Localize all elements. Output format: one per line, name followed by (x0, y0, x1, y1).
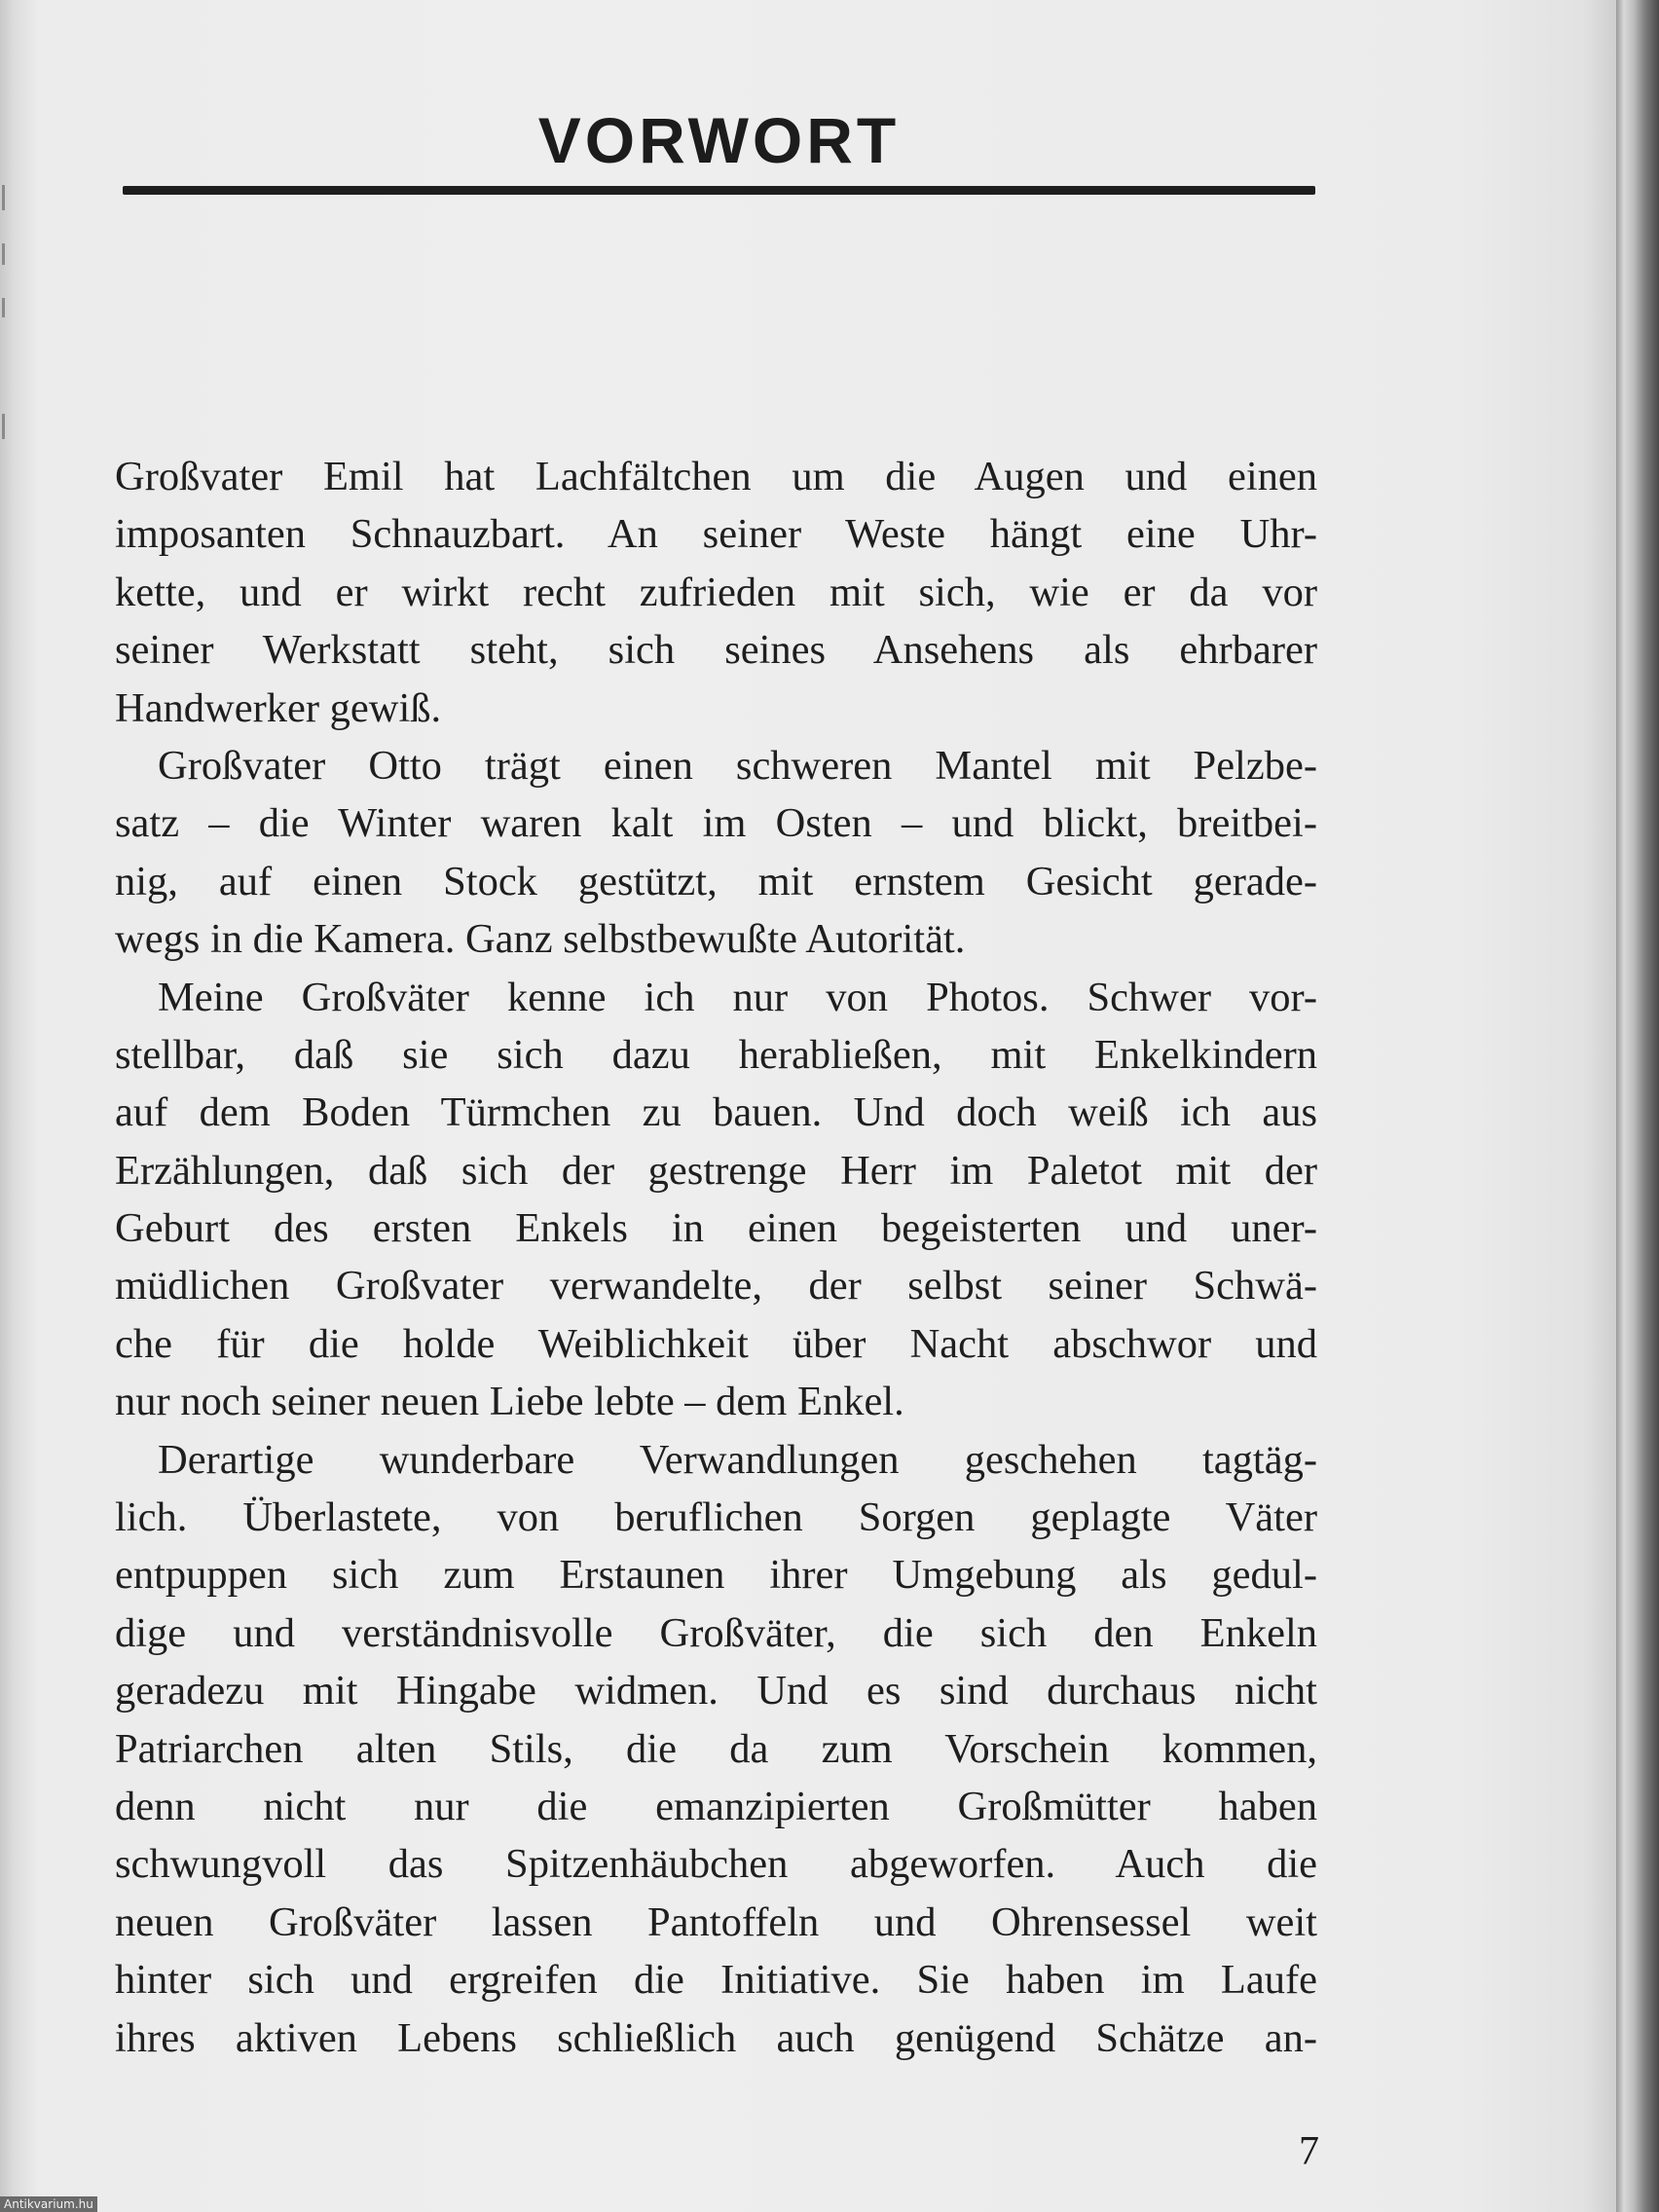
page-number: 7 (1299, 2129, 1319, 2174)
text-line: auf dem Boden Türmchen zu bauen. Und doch weiß ich aus (115, 1089, 1317, 1136)
text-line: Meine Großväter kenne ich nur von Photos. Schwer vor- (158, 974, 1317, 1020)
text-line: nur noch seiner neuen Liebe lebte – dem Enkel. (115, 1379, 904, 1425)
text-line: nig, auf einen Stock gestützt, mit ernstem Gesicht gerade- (115, 858, 1317, 904)
text-line: entpuppen sich zum Erstaunen ihrer Umgebung als gedul- (115, 1552, 1317, 1599)
text-line: imposanten Schnauzbart. An seiner Weste hängt eine Uhr- (115, 511, 1317, 558)
text-line: Derartige wunderbare Verwandlungen geschehen tagtäg- (158, 1436, 1317, 1483)
text-line: Patriarchen alten Stils, die da zum Vorschein kommen, (115, 1725, 1317, 1772)
text-line: hinter sich und ergreifen die Initiative. Sie haben im Laufe (115, 1957, 1317, 2004)
text-line: neuen Großväter lassen Pantoffeln und Ohrensessel weit (115, 1899, 1317, 1945)
text-line: Handwerker gewiß. (115, 684, 442, 731)
text-line: seiner Werkstatt steht, sich seines Ansehens als ehrbarer (115, 627, 1317, 674)
text-line: dige und verständnisvolle Großväter, die sich den Enkeln (115, 1609, 1317, 1656)
text-line: kette, und er wirkt recht zufrieden mit sich, wie er da vor (115, 569, 1317, 615)
text-line: che für die holde Weiblichkeit über Nacht abschwor und (115, 1320, 1317, 1367)
text-line: müdlichen Großvater verwandelte, der selbst seiner Schwä- (115, 1263, 1317, 1309)
body-text (115, 448, 1317, 2067)
text-line: geradezu mit Hingabe widmen. Und es sind durchaus nicht (115, 1668, 1317, 1714)
page-edge-marks (0, 175, 12, 467)
text-line: ihres aktiven Lebens schließlich auch genügend Schätze an- (115, 2014, 1317, 2061)
text-line: stellbar, daß sie sich dazu herabließen, mit Enkelkindern (115, 1031, 1317, 1078)
watermark: Antikvarium.hu (0, 2196, 97, 2212)
text-line: Erzählungen, daß sich der gestrenge Herr im Paletot mit der (115, 1147, 1317, 1194)
book-spine-edge (1616, 0, 1659, 2212)
text-line: schwungvoll das Spitzenhäubchen abgeworfen. Auch die (115, 1841, 1317, 1888)
heading-rule (123, 186, 1315, 195)
chapter-heading: VORWORT (537, 104, 901, 176)
text-line: wegs in die Kamera. Ganz selbstbewußte Autorität. (115, 916, 966, 963)
text-line: Großvater Emil hat Lachfältchen um die Augen und einen (115, 454, 1317, 499)
text-line: denn nicht nur die emanzipierten Großmütter haben (115, 1783, 1317, 1829)
text-line: Geburt des ersten Enkels in einen begeisterten und uner- (115, 1205, 1317, 1252)
text-line: satz – die Winter waren kalt im Osten – und blickt, breitbei- (115, 800, 1317, 847)
text-line: Großvater Otto trägt einen schweren Mantel mit Pelzbe- (158, 742, 1317, 789)
text-line: lich. Überlastete, von beruflichen Sorgen geplagte Väter (115, 1494, 1317, 1541)
